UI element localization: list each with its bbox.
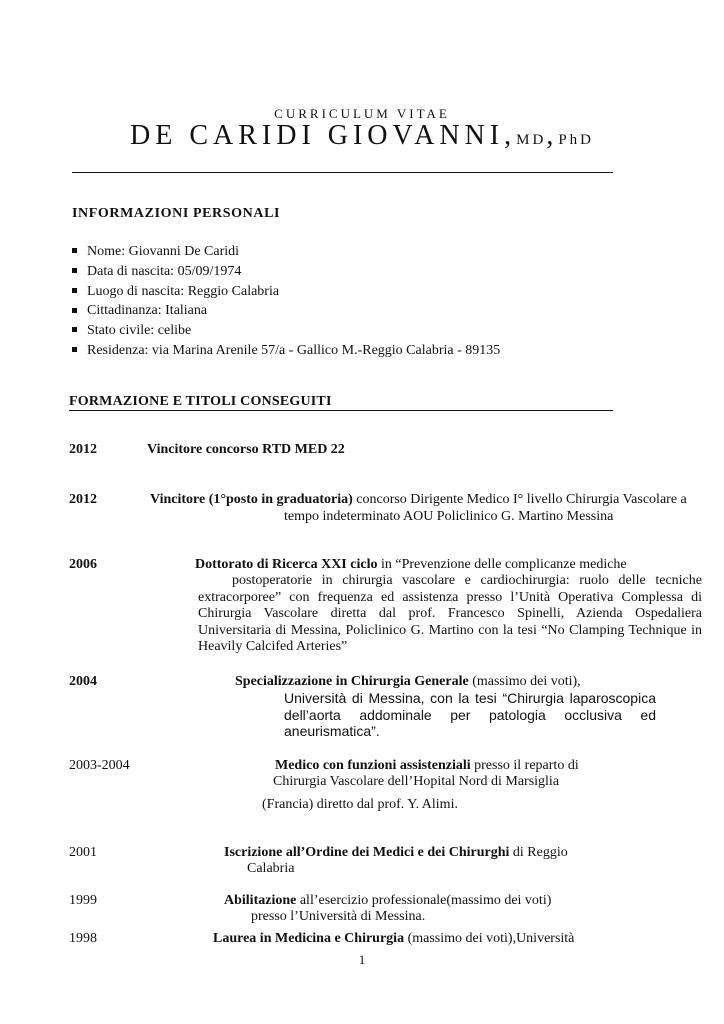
entry-detail: presso il reparto di bbox=[470, 758, 579, 773]
entry-text bbox=[224, 893, 551, 910]
entry-text bbox=[195, 557, 627, 574]
list-item bbox=[72, 341, 500, 361]
list-item bbox=[72, 301, 500, 321]
entry-detail: in “Prevenzione delle complicanze mediche bbox=[377, 557, 627, 572]
entry-text bbox=[213, 931, 574, 948]
entry-detail: all’esercizio professionale(massimo dei voti) bbox=[296, 893, 552, 908]
entry-text bbox=[224, 845, 568, 862]
cv-label: CURRICULUM VITAE bbox=[274, 106, 450, 121]
bullet-square-icon bbox=[72, 327, 77, 332]
education-rule bbox=[69, 410, 613, 411]
entry-detail: di Reggio bbox=[509, 845, 568, 860]
entry-year: 2003-2004 bbox=[69, 758, 130, 773]
education-heading: FORMAZIONE E TITOLI CONSEGUITI bbox=[69, 394, 332, 409]
entry-title: Vincitore concorso RTD MED 22 bbox=[147, 442, 345, 457]
entry-year: 2006 bbox=[69, 557, 97, 572]
entry-detail: (massimo dei voti),Università bbox=[404, 931, 575, 946]
cv-name-title bbox=[0, 120, 724, 152]
entry-text-cont: Università di Messina, con la tesi “Chirurgia laparoscopica dell’aorta addominale per patologia occlusiva ed aneurismatica”. bbox=[284, 690, 656, 739]
bullet-square-icon bbox=[72, 288, 77, 293]
entry-title: Iscrizione all’Ordine dei Medici e dei Chirurghi bbox=[224, 845, 510, 860]
entry-text bbox=[235, 674, 581, 691]
personal-citizenship: Cittadinanza: Italiana bbox=[87, 303, 208, 319]
entry-year: 2001 bbox=[69, 845, 97, 860]
title-md: MD bbox=[516, 132, 547, 148]
page-number: 1 bbox=[358, 952, 366, 967]
personal-civil-status: Stato civile: celibe bbox=[87, 323, 192, 339]
entry-text bbox=[147, 442, 345, 459]
entry-title: Abilitazione bbox=[224, 893, 297, 908]
bullet-square-icon bbox=[72, 347, 77, 352]
entry-text-cont: presso l’Università di Messina. bbox=[251, 909, 426, 924]
entry-text-cont: postoperatorie in chirurgia vascolare e cardiochirurgia: ruolo delle tecniche extracorporee” con frequenza ed assistenza presso l’Unità Operativa Complessa di Chirurgia Vascolare diretta dal prof. Francesco Spinelli, Azienda Ospedaliera Universitaria di Messina, Policlinico G. Martino con la tesi “No Clamping Technique in Heavily Calcifed Arteries” bbox=[198, 573, 702, 654]
list-item bbox=[72, 321, 500, 341]
entry-title: Medico con funzioni assistenziali bbox=[275, 758, 471, 773]
list-item bbox=[72, 282, 500, 302]
entry-title: Dottorato di Ricerca XXI ciclo bbox=[195, 557, 378, 572]
bullet-square-icon bbox=[72, 308, 77, 313]
cv-name: DE CARIDI GIOVANNI bbox=[130, 120, 505, 151]
entry-year: 2004 bbox=[69, 674, 97, 689]
bullet-square-icon bbox=[72, 248, 77, 253]
title-phd: PhD bbox=[558, 132, 594, 148]
personal-list bbox=[72, 242, 500, 361]
personal-birthplace: Luogo di nascita: Reggio Calabria bbox=[87, 283, 280, 299]
bullet-square-icon bbox=[72, 268, 77, 273]
entry-text-cont: Chirurgia Vascolare dell’Hopital Nord di Marsiglia bbox=[273, 774, 560, 789]
entry-year: 2012 bbox=[69, 442, 97, 457]
list-item bbox=[72, 242, 500, 262]
entry-year: 1999 bbox=[69, 893, 97, 908]
title-separator-2: , bbox=[546, 120, 559, 151]
personal-birthdate: Data di nascita: 05/09/1974 bbox=[87, 263, 242, 279]
entry-text-cont: (Francia) diretto dal prof. Y. Alimi. bbox=[262, 797, 458, 812]
entry-detail: (massimo dei voti), bbox=[468, 674, 581, 689]
entry-year: 1998 bbox=[69, 931, 97, 946]
header-rule bbox=[72, 172, 613, 173]
entry-title: Laurea in Medicina e Chirurgia bbox=[213, 931, 405, 946]
entry-detail: concorso Dirigente Medico I° livello Chirurgia Vascolare a bbox=[352, 492, 687, 507]
entry-title: Specializzazione in Chirurgia Generale bbox=[235, 674, 469, 689]
entry-text-cont: tempo indeterminato AOU Policlinico G. Martino Messina bbox=[284, 509, 614, 524]
title-separator: , bbox=[504, 120, 517, 151]
personal-heading: INFORMAZIONI PERSONALI bbox=[72, 206, 281, 221]
entry-year: 2012 bbox=[69, 492, 97, 507]
personal-name: Nome: Giovanni De Caridi bbox=[87, 244, 240, 259]
entry-text-cont: Calabria bbox=[247, 861, 295, 876]
list-item bbox=[72, 262, 500, 282]
entry-text bbox=[275, 758, 579, 775]
entry-text bbox=[150, 492, 687, 509]
personal-residence: Residenza: via Marina Arenile 57/a - Gallico M.-Reggio Calabria - 89135 bbox=[87, 342, 501, 358]
entry-title: Vincitore (1°posto in graduatoria) bbox=[150, 492, 353, 507]
